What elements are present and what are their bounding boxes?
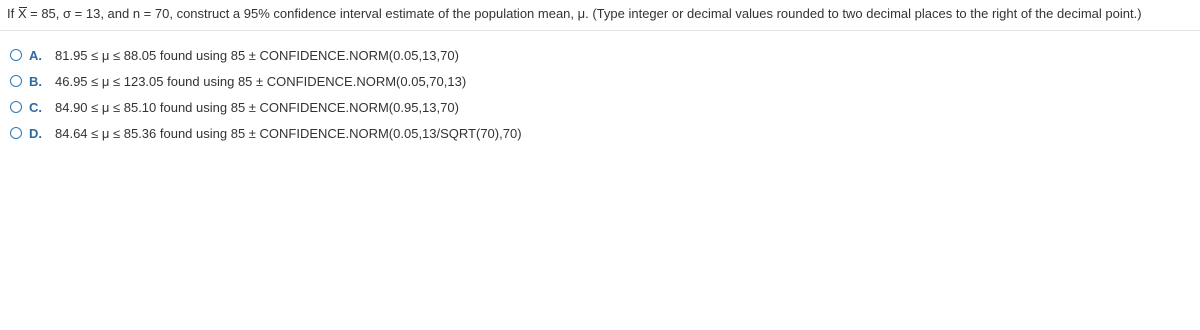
x-bar-symbol: X	[17, 6, 27, 21]
radio-button-icon[interactable]	[10, 49, 22, 61]
option-letter: B.	[29, 73, 42, 89]
option-text: 81.95 ≤ μ ≤ 88.05 found using 85 ± CONFIDENCE.NORM(0.05,13,70)	[55, 47, 459, 63]
radio-button-icon[interactable]	[10, 127, 22, 139]
option-c[interactable]	[10, 94, 522, 120]
option-letter: C.	[29, 99, 42, 115]
option-text: 84.64 ≤ μ ≤ 85.36 found using 85 ± CONFIDENCE.NORM(0.05,13/SQRT(70),70)	[55, 125, 522, 141]
question-body: = 85, σ = 13, and n = 70, construct a 95% confidence interval estimate of the population mean, μ. (Type integer or decimal values rounded to two decimal places to the right of the decimal point.)	[26, 6, 1142, 21]
option-d[interactable]	[10, 120, 522, 146]
radio-button-icon[interactable]	[10, 75, 22, 87]
option-a[interactable]	[10, 42, 522, 68]
answer-options	[10, 42, 522, 146]
divider	[0, 30, 1200, 31]
question-text	[7, 6, 1142, 22]
option-text: 84.90 ≤ μ ≤ 85.10 found using 85 ± CONFIDENCE.NORM(0.95,13,70)	[55, 99, 459, 115]
option-text: 46.95 ≤ μ ≤ 123.05 found using 85 ± CONFIDENCE.NORM(0.05,70,13)	[55, 73, 467, 89]
question-prefix: If	[7, 6, 18, 21]
option-b[interactable]	[10, 68, 522, 94]
option-letter: D.	[29, 125, 42, 141]
radio-button-icon[interactable]	[10, 101, 22, 113]
option-letter: A.	[29, 47, 42, 63]
